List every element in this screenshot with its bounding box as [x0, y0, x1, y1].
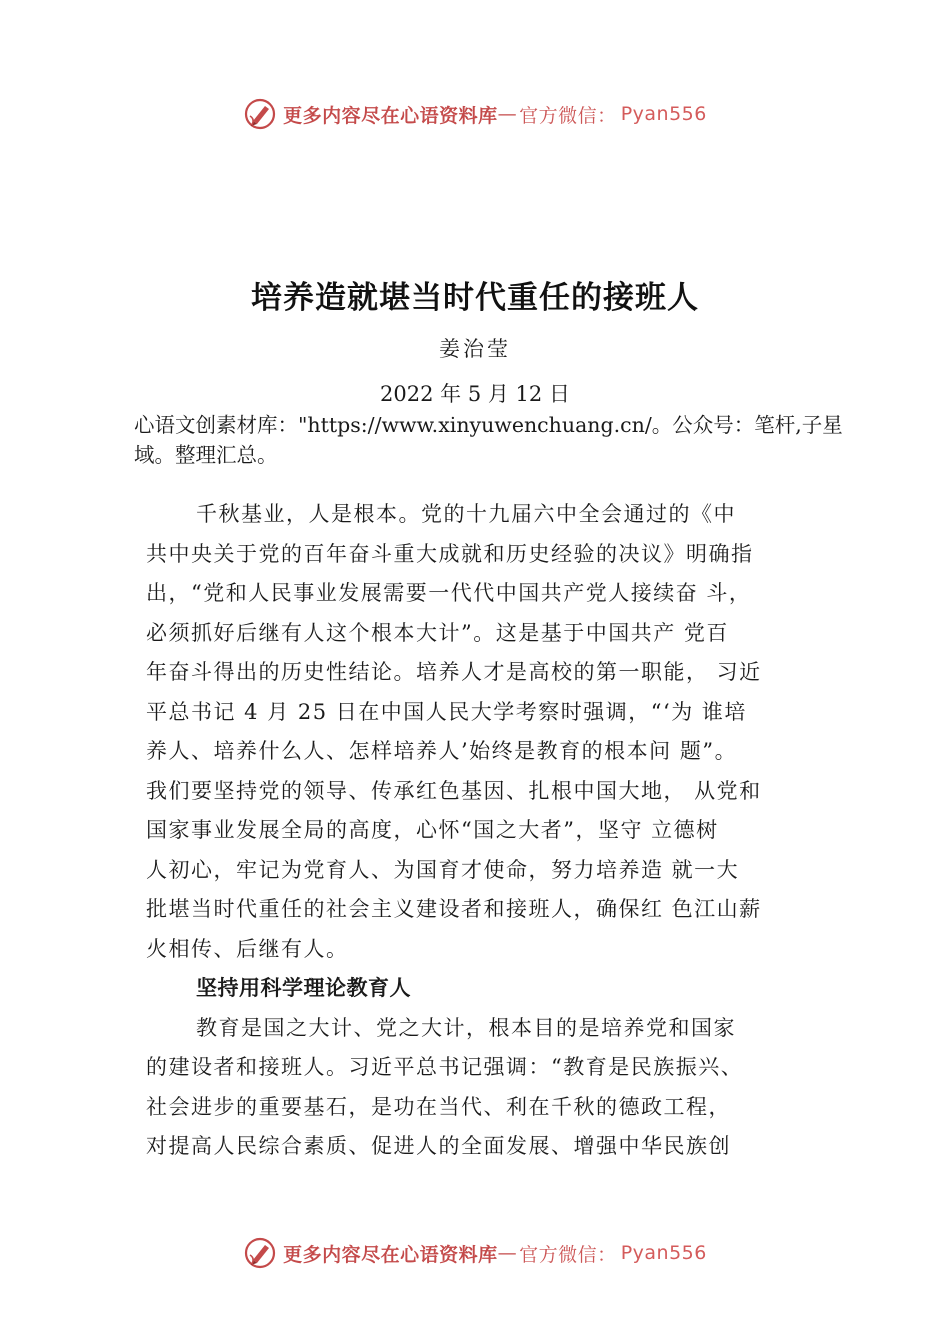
banner-wechat-label: 官方微信：: [519, 1243, 617, 1266]
banner-wechat-id: Pyan556: [620, 103, 707, 125]
body-line: 必须抓好后继有人这个根本大计”。这是基于中国共产 党百: [146, 620, 729, 645]
article-date: 2022 年 5 月 12 日: [380, 382, 570, 406]
article-body: [146, 495, 866, 1167]
body-line: 养人、培养什么人、怎样培养人’始终是教育的根本问 题”。: [146, 739, 738, 763]
body-line: 的建设者和接班人。习近平总书记强调：“教育是民族振兴、: [146, 1055, 744, 1079]
body-line: 批堪当时代重任的社会主义建设者和接班人，确保红 色江山薪: [146, 897, 762, 921]
body-line: 火相传、后继有人。: [146, 936, 349, 961]
body-line: 对提高人民综合素质、促进人的全面发展、增强中华民族创: [146, 1134, 731, 1158]
body-line: 国家事业发展全局的高度，心怀“国之大者”，坚守 立德树: [146, 818, 719, 842]
body-line: 我们要坚持党的领导、传承红色基因、扎根中国大地， 从党和: [146, 778, 762, 803]
body-line: 平总书记 4 月 25 日在中国人民大学考察时强调，“‘为 谁培: [146, 699, 747, 724]
body-line: 社会进步的重要基石，是功在当代、利在千秋的德政工程，: [146, 1094, 731, 1119]
banner-main-text: 更多内容尽在心语资料库: [283, 1243, 498, 1266]
body-line: 共中央关于党的百年奋斗重大成就和历史经验的决议》明确指: [146, 541, 754, 566]
section-heading: 坚持用科学理论教育人: [196, 976, 411, 1000]
body-line: 人初心，牢记为党育人、为国育才使命，努力培养造 就一大: [146, 857, 740, 882]
pen-nib-logo-icon: [243, 1236, 277, 1270]
article-author: 姜治莹: [439, 337, 511, 361]
banner-dash: —: [497, 1242, 518, 1264]
footer-banner: [0, 1233, 950, 1273]
banner-main-text: 更多内容尽在心语资料库: [283, 104, 498, 127]
body-line: 千秋基业，人是根本。党的十九届六中全会通过的《中: [196, 502, 736, 526]
body-line: 出，“党和人民事业发展需要一代代中国共产党人接续奋 斗，: [146, 581, 752, 605]
body-line: 教育是国之大计、党之大计，根本目的是培养党和国家: [196, 1015, 736, 1040]
banner-wechat-id: Pyan556: [620, 1242, 707, 1264]
header-banner: [0, 94, 950, 134]
banner-dash: —: [497, 103, 518, 125]
source-note: 心语文创素材库："https://www.xinyuwenchuang.cn/。公众号：笔杆,子星域。整理汇总。: [134, 413, 843, 467]
banner-wechat-label: 官方微信：: [519, 104, 617, 127]
body-line: 年奋斗得出的历史性结论。培养人才是高校的第一职能， 习近: [146, 660, 762, 684]
pen-nib-logo-icon: [243, 97, 277, 131]
article-title: 培养造就堪当时代重任的接班人: [251, 280, 699, 316]
